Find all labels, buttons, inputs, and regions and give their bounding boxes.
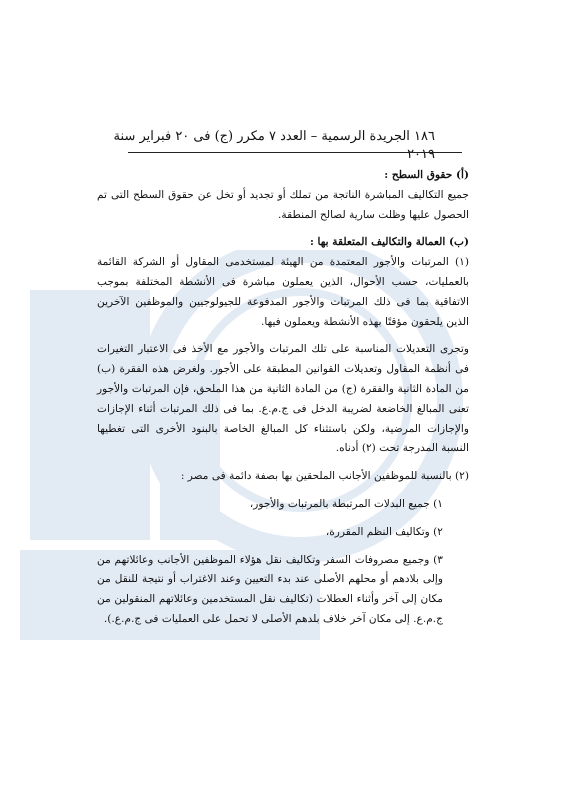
section-b-title: (ب) العمالة والتكاليف المتعلقة بها : [309, 236, 469, 249]
sub-item-1: ١) جميع البدلات المرتبطة بالمرتبات والأجور، [249, 497, 443, 510]
section-b-adjustments-paragraph: وتجرى التعديلات المناسبة على تلك المرتبات والأجور مع الأخذ فى الاعتبار التغيرات فى أنظمة المقاول وتعديلات القوانين المطبقة على الأجور. ولغرض هذه الفقرة (ب) من المادة الثانية والفقرة (ج) من المادة الثانية من هذا الملحق، فإن المرتبات والأجور تعنى المبالغ الخاضعة لضريبة الدخل فى ج.م.ع. بما فى ذلك المرتبات أثناء الإجازات والإجازات المرضية، ولكن باستثناء كل المبالغ الخاصة بالبنود الأخرى التى تغطيها النسبة المدرجة تحت (٢) أدناه. [97, 343, 469, 455]
page-header: ١٨٦ الجريدة الرسمية – العدد ٧ مكرر (ج) فى ٢٠ فبراير سنة ٢٠١٩ [113, 129, 435, 162]
sub-item-2: ٢) وتكاليف النظم المقررة، [325, 525, 443, 538]
section-a-paragraph: جميع التكاليف المباشرة الناتجة من تملك أو تجديد أو تخل عن حقوق السطح التى تم الحصول عليها وظلت سارية لصالح المنطقة. [97, 188, 469, 221]
section-a-title: (أ) حقوق السطح : [384, 169, 469, 181]
section-b-item-2: (٢) بالنسبة للموظفين الأجانب الملحقين بها بصفة دائمة فى مصر : [180, 470, 469, 483]
document-body [97, 166, 469, 630]
section-b-item-1: (١) المرتبات والأجور المعتمدة من الهيئة لمستخدمى المقاول أو الشركة القائمة بالعمليات، حسب الأحوال، الذين يعملون مباشرة فى الأنشطة المختلفة بموجب الاتفاقية بما فى ذلك المرتبات والأجور المدفوعة للجيولوجيين والموظفين الآخرين الذين يلحقون مؤقتًا بهذه الأنشطة ويعملون فيها. [97, 256, 469, 328]
sub-item-3: ٣) وجميع مصروفات السفر وتكاليف نقل هؤلاء الموظفين الأجانب وعائلاتهم من وإلى بلادهم أو محلهم الأصلى عند بدء التعيين وعند الاغتراب أو نتيجة للنقل من مكان إلى آخر وأثناء العطلات (تكاليف نقل المستخدمين وعائلاتهم المنقولين من ج.م.ع. إلى مكان آخر خلاف بلدهم الأصلى لا تحمل على العمليات فى ج.م.ع.). [97, 553, 443, 625]
header-divider [128, 152, 462, 153]
